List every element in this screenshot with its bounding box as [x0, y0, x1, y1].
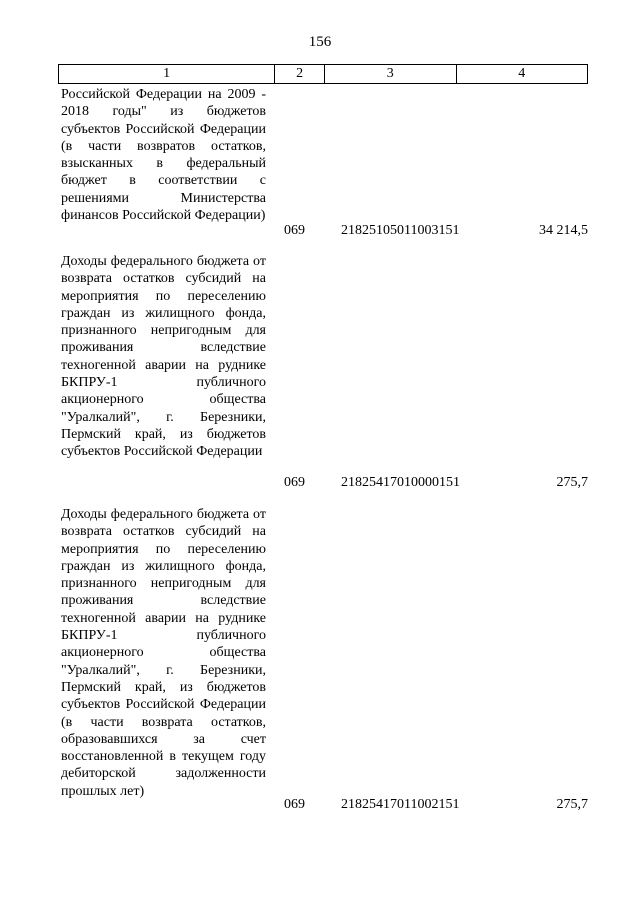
row-admin-code: 069 — [284, 475, 305, 490]
header-col-1: 1 — [59, 65, 275, 83]
row-kbk-code: 21825417010000151 — [341, 475, 460, 490]
row-description: Российской Федерации на 2009 - 2018 годы" из бюджетов субъектов Российской Федерации (в части возвратов остатков, взысканных в федеральный бюджет в соответствии с решениями Министерства финансов Российской Федерации) — [61, 87, 266, 224]
row-amount: 275,7 — [556, 475, 588, 490]
row-description: Доходы федерального бюджета от возврата остатков субсидий на мероприятия по переселению граждан из жилищного фонда, признанного непригодным для проживания вследствие техногенной аварии на руднике БКПРУ-1 публичного акционерного общества "Уралкалий", г. Березники, Пермский край, из бюджетов субъектов Российской Федерации — [61, 254, 266, 460]
header-col-4: 4 — [518, 66, 526, 81]
page-number: 156 — [308, 34, 332, 50]
row-amount: 34 214,5 — [539, 223, 588, 238]
row-amount: 275,7 — [556, 797, 588, 812]
header-col-3: 3 — [325, 65, 457, 83]
row-admin-code: 069 — [284, 223, 305, 238]
row-description: Доходы федерального бюджета от возврата остатков субсидий на мероприятия по переселению граждан из жилищного фонда, признанного непригодным для проживания вследствие техногенной аварии на руднике БКПРУ-1 публичного акционерного общества "Уралкалий", г. Березники, Пермский край, из бюджетов субъектов Российской Федерации (в части возврата остатков, образовавшихся за счет восстановленной в текущем году дебиторской задолженности прошлых лет) — [61, 507, 266, 799]
header-col-2: 2 — [275, 65, 325, 83]
row-kbk-code: 21825105011003151 — [341, 223, 460, 238]
table-header — [58, 64, 588, 84]
row-admin-code: 069 — [284, 797, 305, 812]
row-kbk-code: 21825417011002151 — [341, 797, 460, 812]
